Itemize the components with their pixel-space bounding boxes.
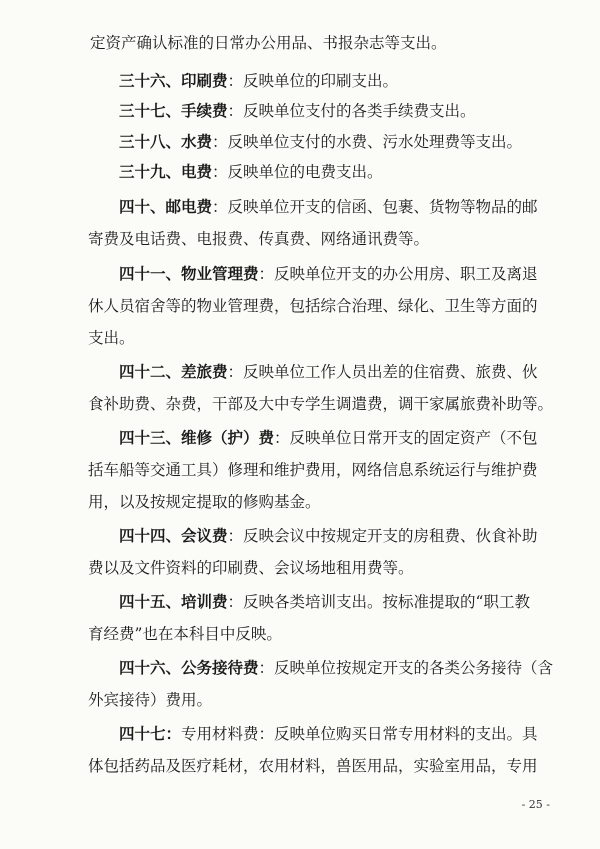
- item-heading: 三十八、水费: [119, 132, 213, 151]
- text-line: 用，以及按规定提取的修购基金。: [88, 493, 321, 511]
- item-heading: 四十一、物业管理费: [119, 264, 259, 283]
- text-line: 括车船等交通工具）修理和维护费用，网络信息系统运行与维护费: [88, 461, 538, 479]
- item-heading: 四十二、差旅费: [119, 362, 228, 381]
- item-heading: 三十六、印刷费: [119, 71, 228, 90]
- paragraph-handling-fee: 三十七、手续费：反映单位支付的各类手续费支出。: [119, 101, 476, 120]
- text-line: 费以及文件资料的印刷费、会议场地租用费等。: [88, 559, 414, 577]
- paragraph-meeting-fee: 四十四、会议费：反映会议中按规定开支的房租费、伙食补助: [119, 526, 538, 545]
- text-line: 食补助费、杂费，干部及大中专学生调遣费，调干家属旅费补助等。: [88, 395, 554, 413]
- item-heading: 四十四、会议费: [119, 526, 228, 545]
- page-number: - 25 -: [521, 798, 550, 811]
- text-line: 支出。: [88, 329, 135, 347]
- paragraph-property-management-fee: 四十一、物业管理费：反映单位开支的办公用房、职工及离退: [119, 264, 538, 283]
- text-line: 寄费及电话费、电报费、传真费、网络通讯费等。: [88, 230, 430, 248]
- paragraph-official-reception-fee: 四十六、公务接待费：反映单位按规定开支的各类公务接待（含: [119, 658, 554, 677]
- paragraph-special-materials-fee: 四十七：专用材料费：反映单位购买日常专用材料的支出。具: [119, 724, 538, 743]
- text-line: 外宾接待）费用。: [88, 691, 213, 709]
- item-heading: 四十七：: [119, 724, 182, 743]
- item-heading: 三十九、电费: [119, 162, 213, 181]
- paragraph-postal-fee: 四十、邮电费：反映单位开支的信函、包裹、货物等物品的邮: [119, 197, 538, 216]
- paragraph-printing-fee: 三十六、印刷费：反映单位的印刷支出。: [119, 71, 399, 90]
- item-heading: 三十七、手续费: [119, 101, 228, 120]
- paragraph-training-fee: 四十五、培训费：反映各类培训支出。按标准提取的“职工教: [119, 592, 530, 611]
- item-heading: 四十六、公务接待费: [119, 658, 259, 677]
- text-line: 育经费”也在本科目中反映。: [88, 625, 282, 643]
- text-line: 定资产确认标准的日常办公用品、书报杂志等支出。: [90, 34, 447, 52]
- paragraph-travel-fee: 四十二、差旅费：反映单位工作人员出差的住宿费、旅费、伙: [119, 362, 538, 381]
- paragraph-maintenance-fee: 四十三、维修（护）费：反映单位日常开支的固定资产（不包: [119, 428, 538, 447]
- paragraph-electricity-fee: 三十九、电费：反映单位的电费支出。: [119, 162, 383, 181]
- item-heading: 四十三、维修（护）费: [119, 428, 275, 447]
- paragraph-water-fee: 三十八、水费：反映单位支付的水费、污水处理费等支出。: [119, 132, 523, 151]
- text-line: 体包括药品及医疗耗材，农用材料，兽医用品，实验室用品，专用: [88, 757, 538, 775]
- item-heading: 四十五、培训费: [119, 592, 228, 611]
- item-heading: 四十、邮电费: [119, 197, 213, 216]
- text-line: 休人员宿舍等的物业管理费，包括综合治理、绿化、卫生等方面的: [88, 297, 538, 315]
